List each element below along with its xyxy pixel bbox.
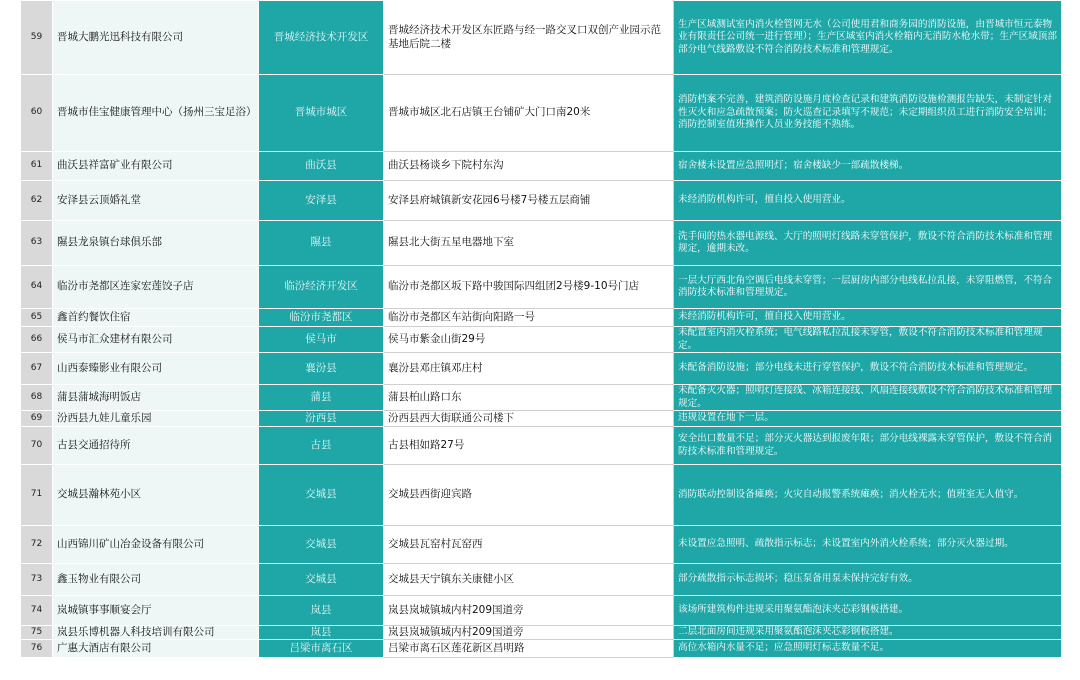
hazard-description: 一层大厅西北角空调后电线未穿管；一层厨房内部分电线私拉乱接，未穿阻燃管，不符合消防技术标准和管理规定。 [674,266,1062,309]
table-row [21,266,1062,309]
table-row [21,353,1062,385]
address: 曲沃县杨谈乡下院村东沟 [384,152,674,181]
company-name: 山西泰臻影业有限公司 [53,353,259,385]
hazard-description: 未经消防机构许可，擅自投入使用营业。 [674,181,1062,221]
district: 晋城经济技术开发区 [259,1,384,75]
hazard-description: 该场所建筑构件违规采用聚氨酯泡沫夹芯彩钢板搭建。 [674,596,1062,626]
district: 安泽县 [259,181,384,221]
hazard-description: 未经消防机构许可，擅自投入使用营业。 [674,309,1062,327]
address: 交城县瓦窑村瓦窑西 [384,526,674,564]
district: 交城县 [259,564,384,596]
table-row [21,152,1062,181]
inspection-table-sheet [20,0,1061,658]
address: 交城县天宁镇东关康健小区 [384,564,674,596]
district: 岚县 [259,626,384,640]
row-number: 70 [21,427,53,465]
company-name: 鑫首约餐饮住宿 [53,309,259,327]
hazard-description: 未配备灭火器；照明灯连接线、冰箱连接线、风扇连接线敷设不符合消防技术标准和管理规定。 [674,385,1062,411]
address: 临汾市尧都区车站街向阳路一号 [384,309,674,327]
district: 汾西县 [259,411,384,427]
company-name: 临汾市尧都区连家宏莲饺子店 [53,266,259,309]
district: 交城县 [259,526,384,564]
fire-hazard-table [20,0,1062,658]
hazard-description: 违规设置在地下一层。 [674,411,1062,427]
address: 蒲县柏山路口东 [384,385,674,411]
row-number: 74 [21,596,53,626]
row-number: 63 [21,221,53,266]
hazard-description: 未设置应急照明、疏散指示标志；未设置室内外消火栓系统；部分灭火器过期。 [674,526,1062,564]
company-name: 晋城市佳宝健康管理中心（扬州三宝足浴） [53,75,259,152]
row-number: 61 [21,152,53,181]
table-row [21,427,1062,465]
row-number: 60 [21,75,53,152]
table-row [21,385,1062,411]
company-name: 曲沃县祥富矿业有限公司 [53,152,259,181]
company-name: 古县交通招待所 [53,427,259,465]
table-row [21,596,1062,626]
hazard-description: 高位水箱内水量不足；应急照明灯标志数量不足。 [674,640,1062,658]
row-number: 71 [21,465,53,526]
district: 蒲县 [259,385,384,411]
left-margin [0,0,20,680]
hazard-description: 洗手间的热水器电源线、大厅的照明灯线路未穿管保护，敷设不符合消防技术标准和管理规定，逾期未改。 [674,221,1062,266]
row-number: 69 [21,411,53,427]
hazard-description: 二层北面房间违规采用聚氨酯泡沫夹芯彩钢板搭建。 [674,626,1062,640]
address: 侯马市紫金山街29号 [384,327,674,353]
row-number: 64 [21,266,53,309]
row-number: 65 [21,309,53,327]
hazard-description: 生产区域测试室内消火栓管网无水（公司使用君和商务园的消防设施，由晋城市恒元泰物业有限责任公司统一进行管理）；生产区域室内消火栓箱内无消防水枪水带；生产区域顶部部分电气线路敷设不符合消防技术标准和管理规定。 [674,1,1062,75]
table-body [21,1,1062,658]
table-row [21,1,1062,75]
company-name: 汾西县九娃儿童乐园 [53,411,259,427]
district: 古县 [259,427,384,465]
address: 临汾市尧都区坂下路中骏国际四组团2号楼9-10号门店 [384,266,674,309]
hazard-description: 安全出口数量不足；部分灭火器达到报废年限；部分电线裸露未穿管保护，敷设不符合消防技术标准和管理规定。 [674,427,1062,465]
table-row [21,564,1062,596]
table-row [21,75,1062,152]
district: 曲沃县 [259,152,384,181]
table-row [21,309,1062,327]
company-name: 鑫玉物业有限公司 [53,564,259,596]
hazard-description: 消防联动控制设备瘫痪；火灾自动报警系统瘫痪；消火栓无水；值班室无人值守。 [674,465,1062,526]
address: 汾西县西大街联通公司楼下 [384,411,674,427]
address: 襄汾县邓庄镇邓庄村 [384,353,674,385]
row-number: 68 [21,385,53,411]
hazard-description: 未配置室内消火栓系统；电气线路私拉乱接未穿管，敷设不符合消防技术标准和管理规定。 [674,327,1062,353]
address: 安泽县府城镇新安花园6号楼7号楼五层商铺 [384,181,674,221]
company-name: 交城县瀚林苑小区 [53,465,259,526]
hazard-description: 消防档案不完善，建筑消防设施月度检查记录和建筑消防设施检测报告缺失，未制定针对性灭火和应急疏散预案；防火巡查记录填写不规范；未定期组织员工进行消防安全培训；消防控制室值班操作人员业务技能不熟练。 [674,75,1062,152]
table-row [21,181,1062,221]
company-name: 侯马市汇众建材有限公司 [53,327,259,353]
district: 临汾市尧都区 [259,309,384,327]
row-number: 62 [21,181,53,221]
table-row [21,526,1062,564]
district: 侯马市 [259,327,384,353]
row-number: 76 [21,640,53,658]
table-row [21,327,1062,353]
company-name: 安泽县云顶婚礼堂 [53,181,259,221]
company-name: 晋城大鹏光迅科技有限公司 [53,1,259,75]
table-row [21,640,1062,658]
address: 晋城市城区北石店镇王台铺矿大门口南20米 [384,75,674,152]
row-number: 67 [21,353,53,385]
row-number: 73 [21,564,53,596]
row-number: 66 [21,327,53,353]
district: 吕梁市离石区 [259,640,384,658]
table-row [21,626,1062,640]
address: 岚县岚城镇城内村209国道旁 [384,626,674,640]
address: 古县相如路27号 [384,427,674,465]
company-name: 隰县龙泉镇台球俱乐部 [53,221,259,266]
company-name: 山西锦川矿山冶金设备有限公司 [53,526,259,564]
district: 襄汾县 [259,353,384,385]
address: 吕梁市离石区莲花新区昌明路 [384,640,674,658]
address: 交城县西街迎宾路 [384,465,674,526]
company-name: 蒲县蒲城海明饭店 [53,385,259,411]
district: 交城县 [259,465,384,526]
address: 晋城经济技术开发区东匠路与经一路交叉口双创产业园示范基地后院二楼 [384,1,674,75]
company-name: 岚县乐博机器人科技培训有限公司 [53,626,259,640]
hazard-description: 宿舍楼未设置应急照明灯；宿舍楼缺少一部疏散楼梯。 [674,152,1062,181]
row-number: 72 [21,526,53,564]
district: 岚县 [259,596,384,626]
table-row [21,465,1062,526]
address: 岚县岚城镇城内村209国道旁 [384,596,674,626]
district: 晋城市城区 [259,75,384,152]
company-name: 岚城镇事事顺宴会厅 [53,596,259,626]
row-number: 59 [21,1,53,75]
district: 隰县 [259,221,384,266]
table-row [21,221,1062,266]
company-name: 广惠大酒店有限公司 [53,640,259,658]
address: 隰县北大街五星电器地下室 [384,221,674,266]
row-number: 75 [21,626,53,640]
table-row [21,411,1062,427]
hazard-description: 部分疏散指示标志损坏；稳压泵备用泵未保持完好有效。 [674,564,1062,596]
district: 临汾经济开发区 [259,266,384,309]
hazard-description: 未配备消防设施；部分电线未进行穿管保护，敷设不符合消防技术标准和管理规定。 [674,353,1062,385]
